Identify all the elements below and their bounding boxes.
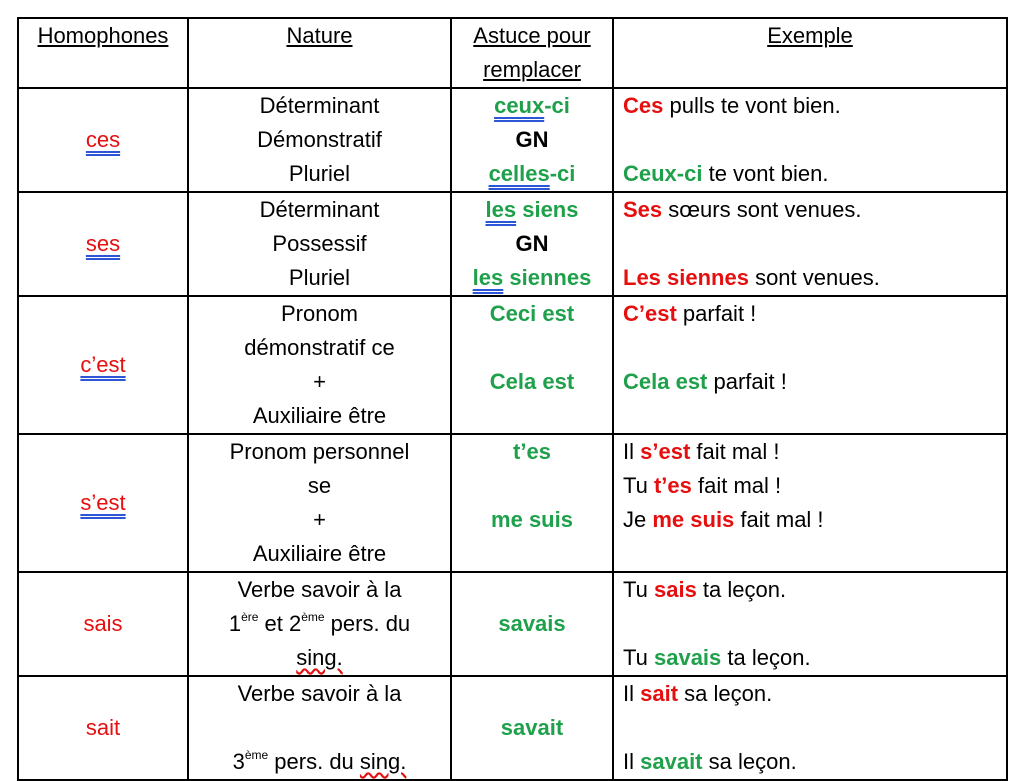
table-row-sais <box>18 572 1007 676</box>
nature-cell: Déterminant Démonstratif Pluriel <box>188 88 451 192</box>
astuce-cell: Ceci est Cela est <box>451 296 613 434</box>
homophone-cell: sait <box>18 676 188 780</box>
homophones-table <box>17 17 1008 781</box>
astuce-cell: savais <box>451 572 613 676</box>
exemple-cell: Tu sais ta leçon. Tu savais ta leçon. <box>613 572 1007 676</box>
table-row-sait <box>18 676 1007 780</box>
table-row-ces <box>18 88 1007 192</box>
astuce-cell: t’es me suis <box>451 434 613 572</box>
exemple-cell: Il s’est fait mal ! Tu t’es fait mal ! Je me suis fait mal ! <box>613 434 1007 572</box>
astuce-cell: les siens GN les siennes <box>451 192 613 296</box>
homophone-cell: s’est <box>18 434 188 572</box>
header-exemple: Exemple <box>613 18 1007 88</box>
homophone-cell: ses <box>18 192 188 296</box>
nature-cell: Déterminant Possessif Pluriel <box>188 192 451 296</box>
table-row-ses <box>18 192 1007 296</box>
astuce-cell: ceux-ci GN celles-ci <box>451 88 613 192</box>
nature-cell: Verbe savoir à la 3ème pers. du sing. <box>188 676 451 780</box>
homophone-cell: c’est <box>18 296 188 434</box>
nature-cell: Pronom démonstratif ce + Auxiliaire être <box>188 296 451 434</box>
table-row-s-est <box>18 434 1007 572</box>
nature-cell: Verbe savoir à la 1ère et 2ème pers. du sing. <box>188 572 451 676</box>
header-nature: Nature <box>188 18 451 88</box>
exemple-cell: Ces pulls te vont bien. Ceux-ci te vont bien. <box>613 88 1007 192</box>
exemple-cell: Il sait sa leçon. Il savait sa leçon. <box>613 676 1007 780</box>
homophone-cell: sais <box>18 572 188 676</box>
homophone-cell: ces <box>18 88 188 192</box>
exemple-cell: C’est parfait ! Cela est parfait ! <box>613 296 1007 434</box>
exemple-cell: Ses sœurs sont venues. Les siennes sont venues. <box>613 192 1007 296</box>
header-homophones: Homophones <box>18 18 188 88</box>
astuce-cell: savait <box>451 676 613 780</box>
header-row <box>18 18 1007 88</box>
table-row-c-est <box>18 296 1007 434</box>
nature-cell: Pronom personnel se + Auxiliaire être <box>188 434 451 572</box>
header-astuce: Astuce pour remplacer <box>451 18 613 88</box>
